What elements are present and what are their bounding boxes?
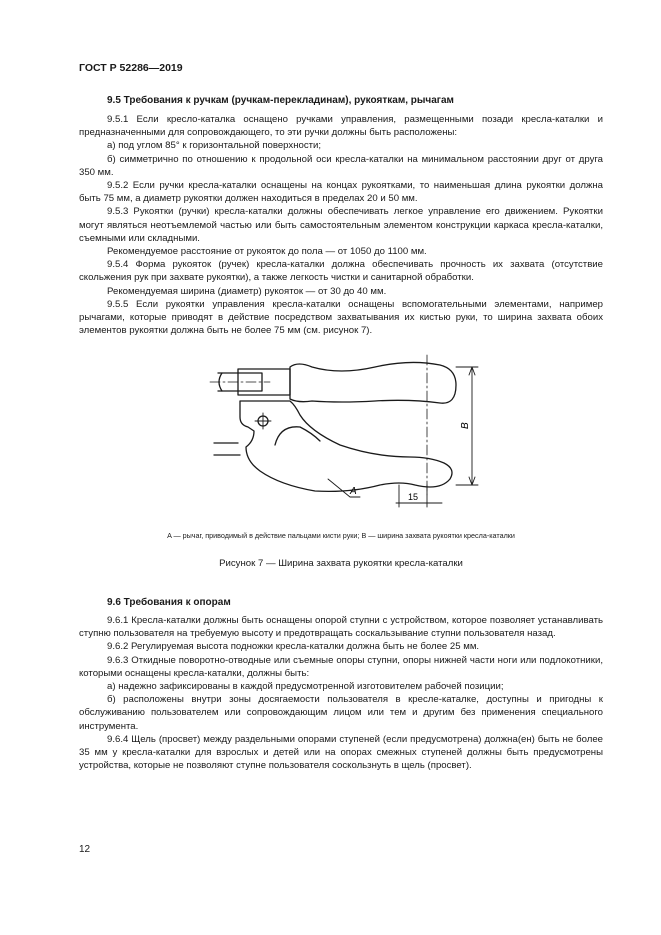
paragraph: 9.6.3 Откидные поворотно-отводные или съемные опоры ступни, опоры нижней части ноги или подлокотники, которыми оснащены кресла-каталки, должны быть:	[79, 654, 603, 679]
label-b: B	[460, 422, 471, 429]
handle-drawing	[200, 345, 500, 525]
section-9-5-title: 9.5 Требования к ручкам (ручкам-перекладинам), рукояткам, рычагам	[107, 95, 454, 106]
paragraph: 9.6.1 Кресла-каталки должны быть оснащены опорой ступни с устройством, которое позволяет устанавливать ступню пользователя на требуемую высоту и предотвращать соскальзывание ступни пользователя назад.	[79, 615, 603, 640]
paragraph: б) расположены внутри зоны досягаемости пользователя в кресле-каталке, доступны и пригодны к обслуживанию пользователем или сопровождающим лицом или тем и другим без применения специального инструмента.	[79, 694, 603, 732]
figure-legend: A — рычаг, приводимый в действие пальцами кисти руки; B — ширина захвата рукоятки кресла-каталки	[167, 531, 515, 540]
paragraph: а) надежно зафиксированы в каждой предусмотренной изготовителем рабочей позиции;	[107, 681, 504, 693]
lever-rod	[214, 443, 240, 455]
section-9-5-body	[79, 113, 603, 337]
lever	[240, 401, 452, 491]
paragraph: 9.5.4 Форма рукояток (ручек) кресла-каталки должна обеспечивать прочность их захвата (отсутствие скольжения рук при захвате рукоятки), а также легкость чистки и санитарной обработки.	[79, 259, 603, 284]
label-a: A	[350, 486, 357, 497]
grip-upper	[290, 362, 456, 403]
section-9-6-body	[79, 614, 603, 772]
paragraph: 9.5.2 Если ручки кресла-каталки оснащены на концах рукоятками, то наименьшая длина рукоятки должна быть 75 мм, а диаметр рукоятки должен находиться в пределах 20 и 50 мм.	[79, 180, 603, 205]
page-number: 12	[79, 844, 91, 855]
paragraph: 9.5.3 Рукоятки (ручки) кресла-каталки должны обеспечивать легкое управление его движением. Рукоятки могут являться неотъемлемой частью или быть самостоятельным элементом конструкции каркаса кресла-каталки, съемными или складными.	[79, 206, 603, 244]
paragraph: б) симметрично по отношению к продольной оси кресла-каталки на минимальном расстоянии друг от друга 350 мм.	[79, 153, 603, 178]
paragraph: Рекомендуемое расстояние от рукояток до пола — от 1050 до 1100 мм.	[107, 246, 427, 258]
paragraph: 9.5.1 Если кресло-каталка оснащено ручками управления, размещенными позади кресла-каталки и предназначенными для сопровождающего, то эти ручки должны быть расположены:	[79, 114, 603, 139]
section-9-6-title: 9.6 Требования к опорам	[107, 597, 231, 608]
paragraph: Рекомендуемая ширина (диаметр) рукояток — от 30 до 40 мм.	[107, 285, 387, 297]
figure-caption: Рисунок 7 — Ширина захвата рукоятки кресла-каталки	[219, 558, 463, 569]
paragraph: а) под углом 85° к горизонтальной поверхности;	[107, 140, 322, 152]
paragraph: 9.6.2 Регулируемая высота подножки кресла-каталки должна быть не более 25 мм.	[107, 641, 480, 653]
paragraph: 9.6.4 Щель (просвет) между раздельными опорами ступеней (если предусмотрена) должна(ен) быть не более 35 мм у кресла-каталки для взрослых и детей или на опорах смежных ступеней должны быть предусмотрены устройства, которые не позволяют ступне пользователя соскользнуть в щель (просвет).	[79, 733, 603, 772]
dimension-15	[396, 485, 442, 507]
label-15: 15	[407, 492, 419, 502]
paragraph: 9.5.5 Если рукоятки управления кресла-каталки оснащены вспомогательными элементами, например рычагами, которые приводят в действие посредством захватывания их кистью руки, то ширина захвата обоих элементов рукоятки должна быть не более 75 мм (см. рисунок 7).	[79, 298, 603, 337]
document-header: ГОСТ Р 52286—2019	[79, 62, 183, 74]
